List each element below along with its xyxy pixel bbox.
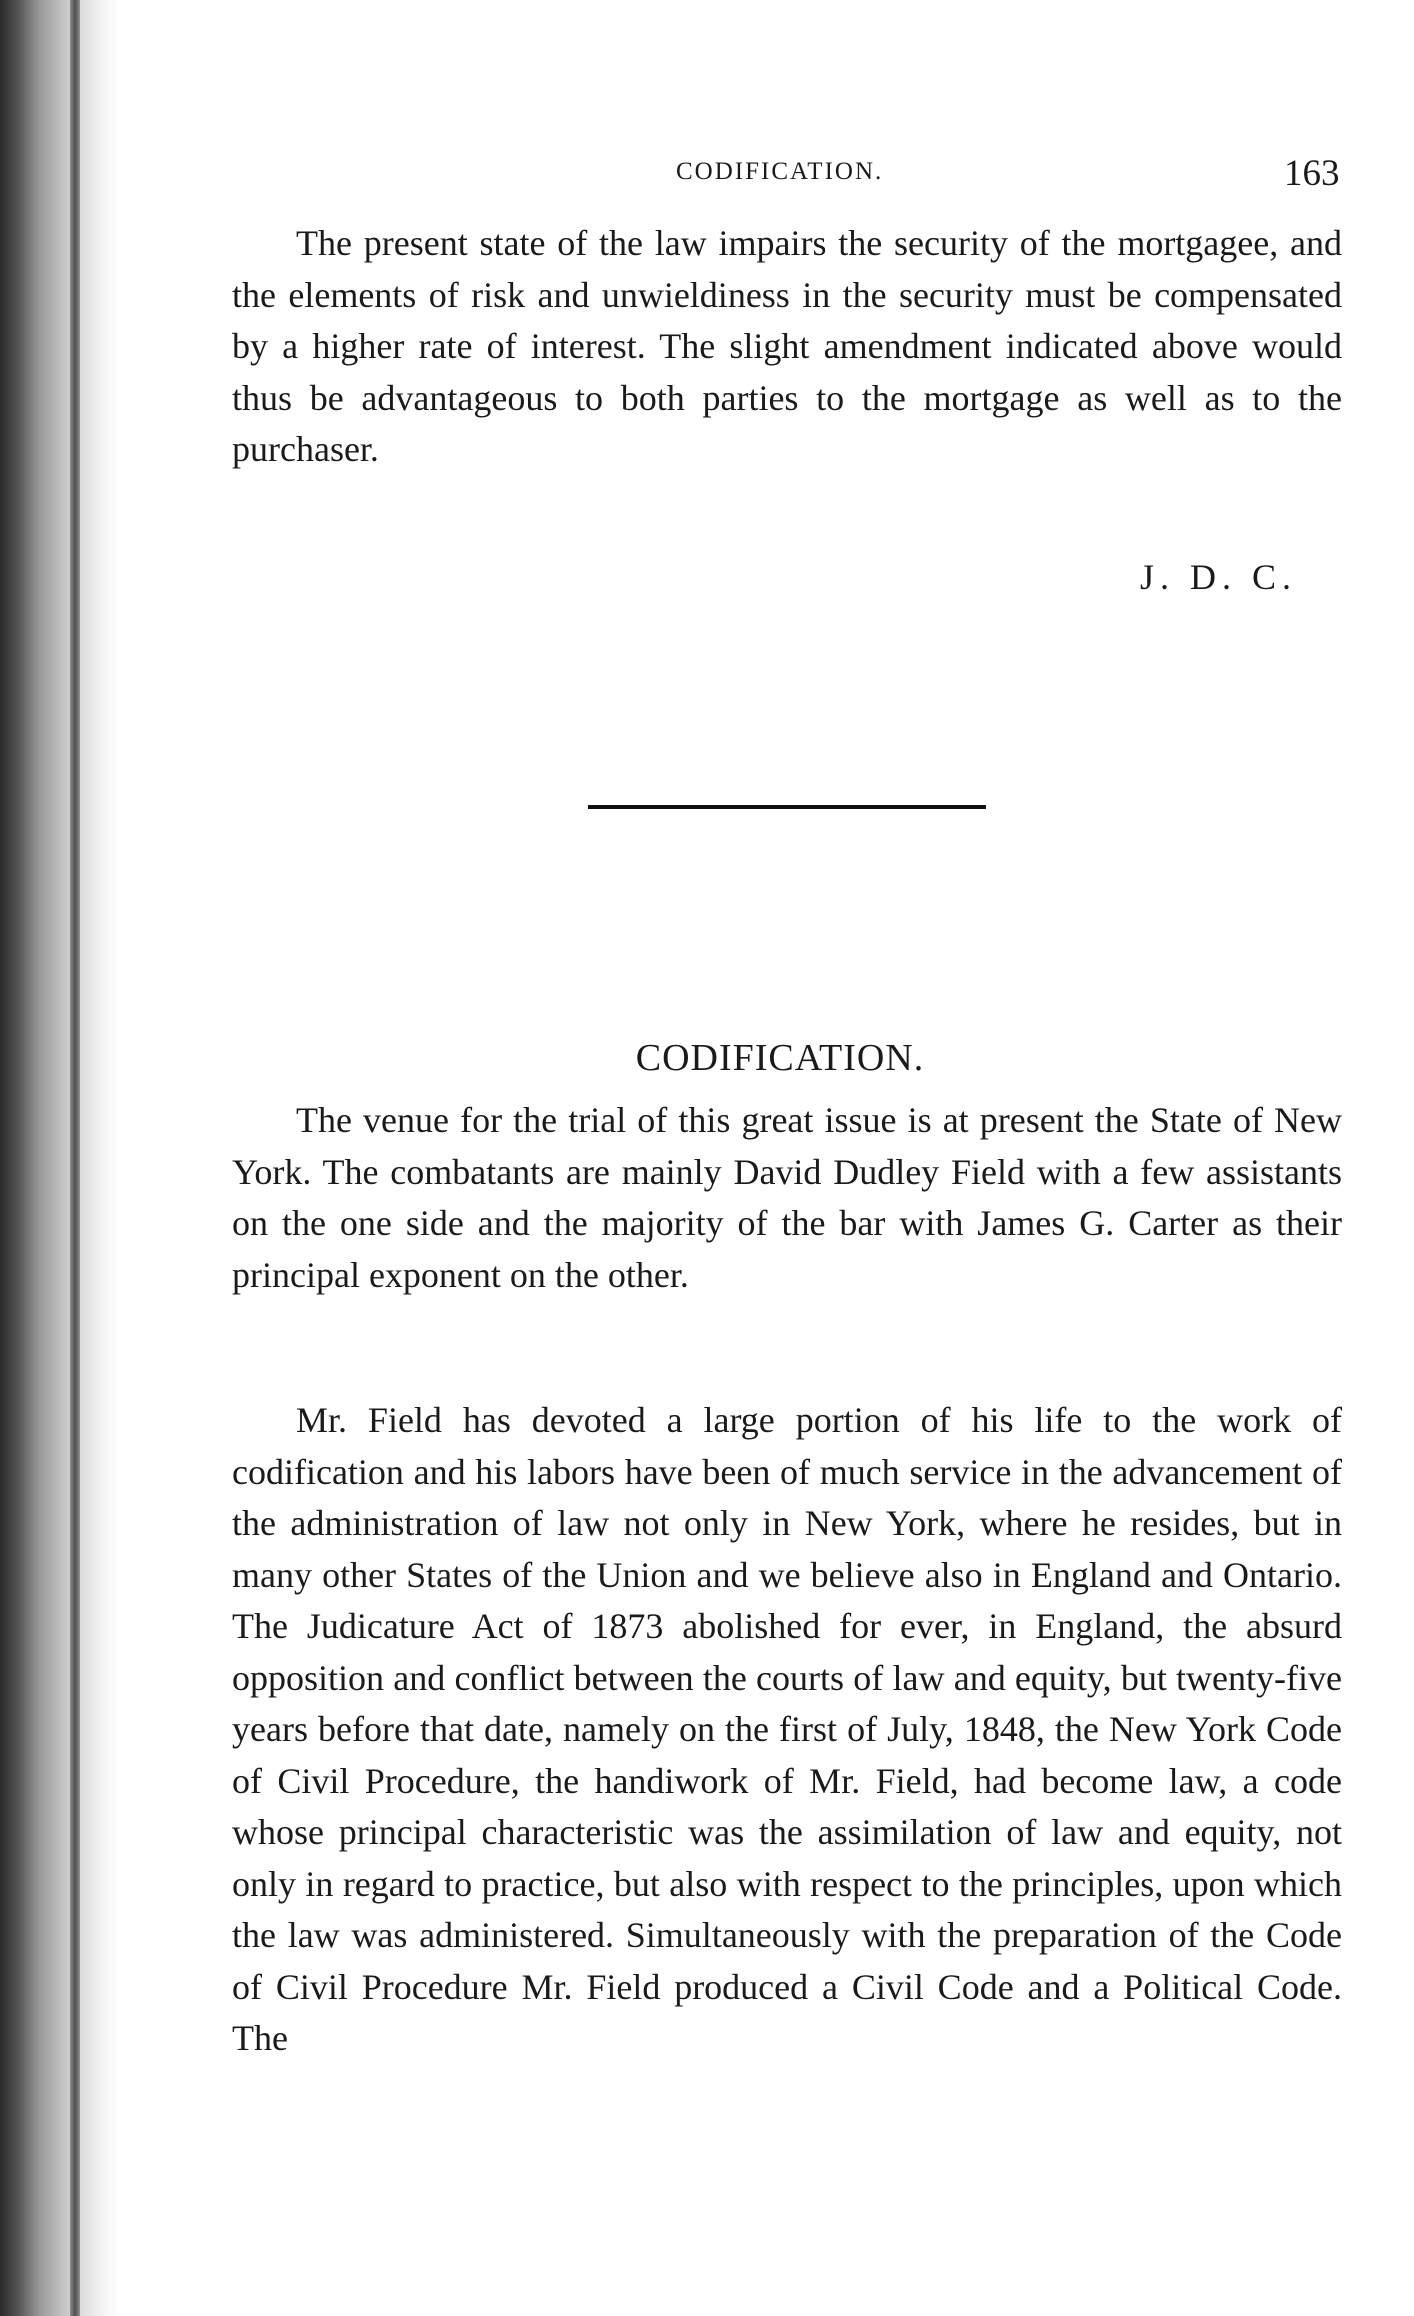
previous-article-closing-paragraph: The present state of the law impairs the security of the mortgagee, and the elements of risk and unwieldiness in the security must be compensated by a higher rate of interest. The slight amendment indicated above would thus be advantageous to both parties to the mortgage as well as to the purchaser. xyxy=(232,223,1342,469)
section-divider-rule xyxy=(588,805,986,809)
running-head xyxy=(0,153,1414,198)
article-paragraph-2: Mr. Field has devoted a large portion of his life to the work of codification and his labors have been of much service in the advancement of the administration of law not only in New York, where he resides, but in many other States of the Union and we believe also in England and Ontario. The Judicature Act of 1873 abolished for ever, in England, the absurd opposition and conflict between the courts of law and equity, but twenty-five years before that date, namely on the first of July, 1848, the New York Code of Civil Procedure, the handiwork of Mr. Field, had become law, a code whose principal characteristic was the assimilation of law and equity, not only in regard to practice, but also with respect to the principles, upon which the law was administered. Simultaneously with the preparation of the Code of Civil Procedure Mr. Field produced a Civil Code and a Political Code. The xyxy=(232,1400,1342,2058)
running-title: CODIFICATION. xyxy=(676,158,884,185)
article-heading: CODIFICATION. xyxy=(635,1037,925,1079)
book-spine-shadow xyxy=(0,0,120,2316)
author-signature: J. D. C. xyxy=(1140,557,1298,597)
book-gutter-edge xyxy=(70,0,80,2316)
article-paragraph-1: The venue for the trial of this great issue is at present the State of New York. The combatants are mainly David Dudley Field with a few assistants on the one side and the majority of the bar with James G. Carter as their principal exponent on the other. xyxy=(232,1100,1342,1295)
page-number: 163 xyxy=(1284,153,1340,194)
